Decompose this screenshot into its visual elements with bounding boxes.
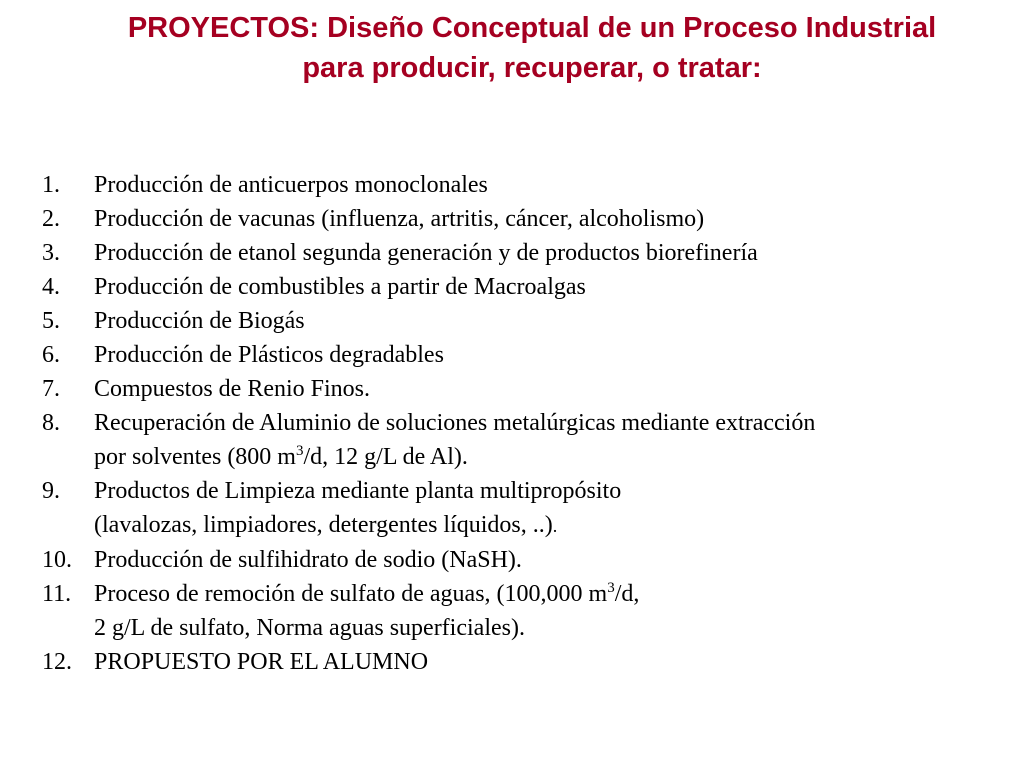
project-text: Producción de Biogás — [94, 308, 305, 334]
project-text-part: /d, — [614, 581, 640, 607]
project-item-3 — [42, 236, 1002, 270]
slide-title-line-2: para producir, recuperar, o tratar: — [302, 52, 762, 84]
project-text-part: por solventes (800 m — [94, 444, 296, 470]
project-number: 3. — [42, 240, 60, 266]
project-item-11 — [42, 577, 1002, 645]
project-number: 10. — [42, 547, 72, 573]
superscript-exponent: 3 — [295, 443, 304, 459]
project-item-1 — [42, 168, 1002, 202]
project-item-6 — [42, 338, 1002, 372]
project-text: PROPUESTO POR EL ALUMNO — [94, 649, 429, 675]
project-number: 9. — [42, 478, 60, 504]
project-number: 5. — [42, 308, 60, 334]
project-text — [94, 577, 1002, 611]
project-text: Compuestos de Renio Finos. — [94, 376, 371, 402]
project-text: Producción de etanol segunda generación y de productos biorefinería — [94, 240, 758, 266]
project-text-continuation — [94, 440, 1002, 474]
project-text-continuation: 2 g/L de sulfato, Norma aguas superficiales). — [94, 615, 525, 641]
project-text-tail: . — [552, 516, 558, 536]
project-text-part: Proceso de remoción de sulfato de aguas, (100,000 m — [94, 581, 608, 607]
project-item-2 — [42, 202, 1002, 236]
project-item-9 — [42, 474, 1002, 543]
project-item-4 — [42, 270, 1002, 304]
project-number: 7. — [42, 376, 60, 402]
project-text-continuation — [94, 508, 1002, 543]
project-number: 1. — [42, 172, 60, 198]
project-text: Producción de anticuerpos monoclonales — [94, 172, 488, 198]
project-item-5 — [42, 304, 1002, 338]
project-item-10 — [42, 543, 1002, 577]
project-text: Recuperación de Aluminio de soluciones metalúrgicas mediante extracción — [94, 410, 816, 436]
project-number: 2. — [42, 206, 60, 232]
project-text: Producción de combustibles a partir de Macroalgas — [94, 274, 586, 300]
project-text-part: /d, 12 g/L de Al). — [303, 444, 468, 470]
project-text: Producción de sulfihidrato de sodio (NaSH). — [94, 547, 522, 573]
project-item-12 — [42, 645, 1002, 679]
slide-title — [40, 8, 1024, 88]
project-number: 6. — [42, 342, 60, 368]
project-item-8 — [42, 406, 1002, 474]
project-number: 4. — [42, 274, 60, 300]
slide-title-line-1: PROYECTOS: Diseño Conceptual de un Proceso Industrial — [127, 12, 937, 44]
project-text: Productos de Limpieza mediante planta multipropósito — [94, 478, 622, 504]
project-text-part: (lavalozas, limpiadores, detergentes líquidos, ..) — [94, 512, 553, 538]
project-number: 8. — [42, 410, 60, 436]
project-text: Producción de vacunas (influenza, artritis, cáncer, alcoholismo) — [94, 206, 705, 232]
superscript-exponent: 3 — [607, 580, 615, 596]
project-list — [42, 168, 1002, 679]
project-item-7 — [42, 372, 1002, 406]
project-number: 11. — [42, 581, 72, 607]
project-number: 12. — [42, 649, 72, 675]
project-text: Producción de Plásticos degradables — [94, 342, 444, 368]
